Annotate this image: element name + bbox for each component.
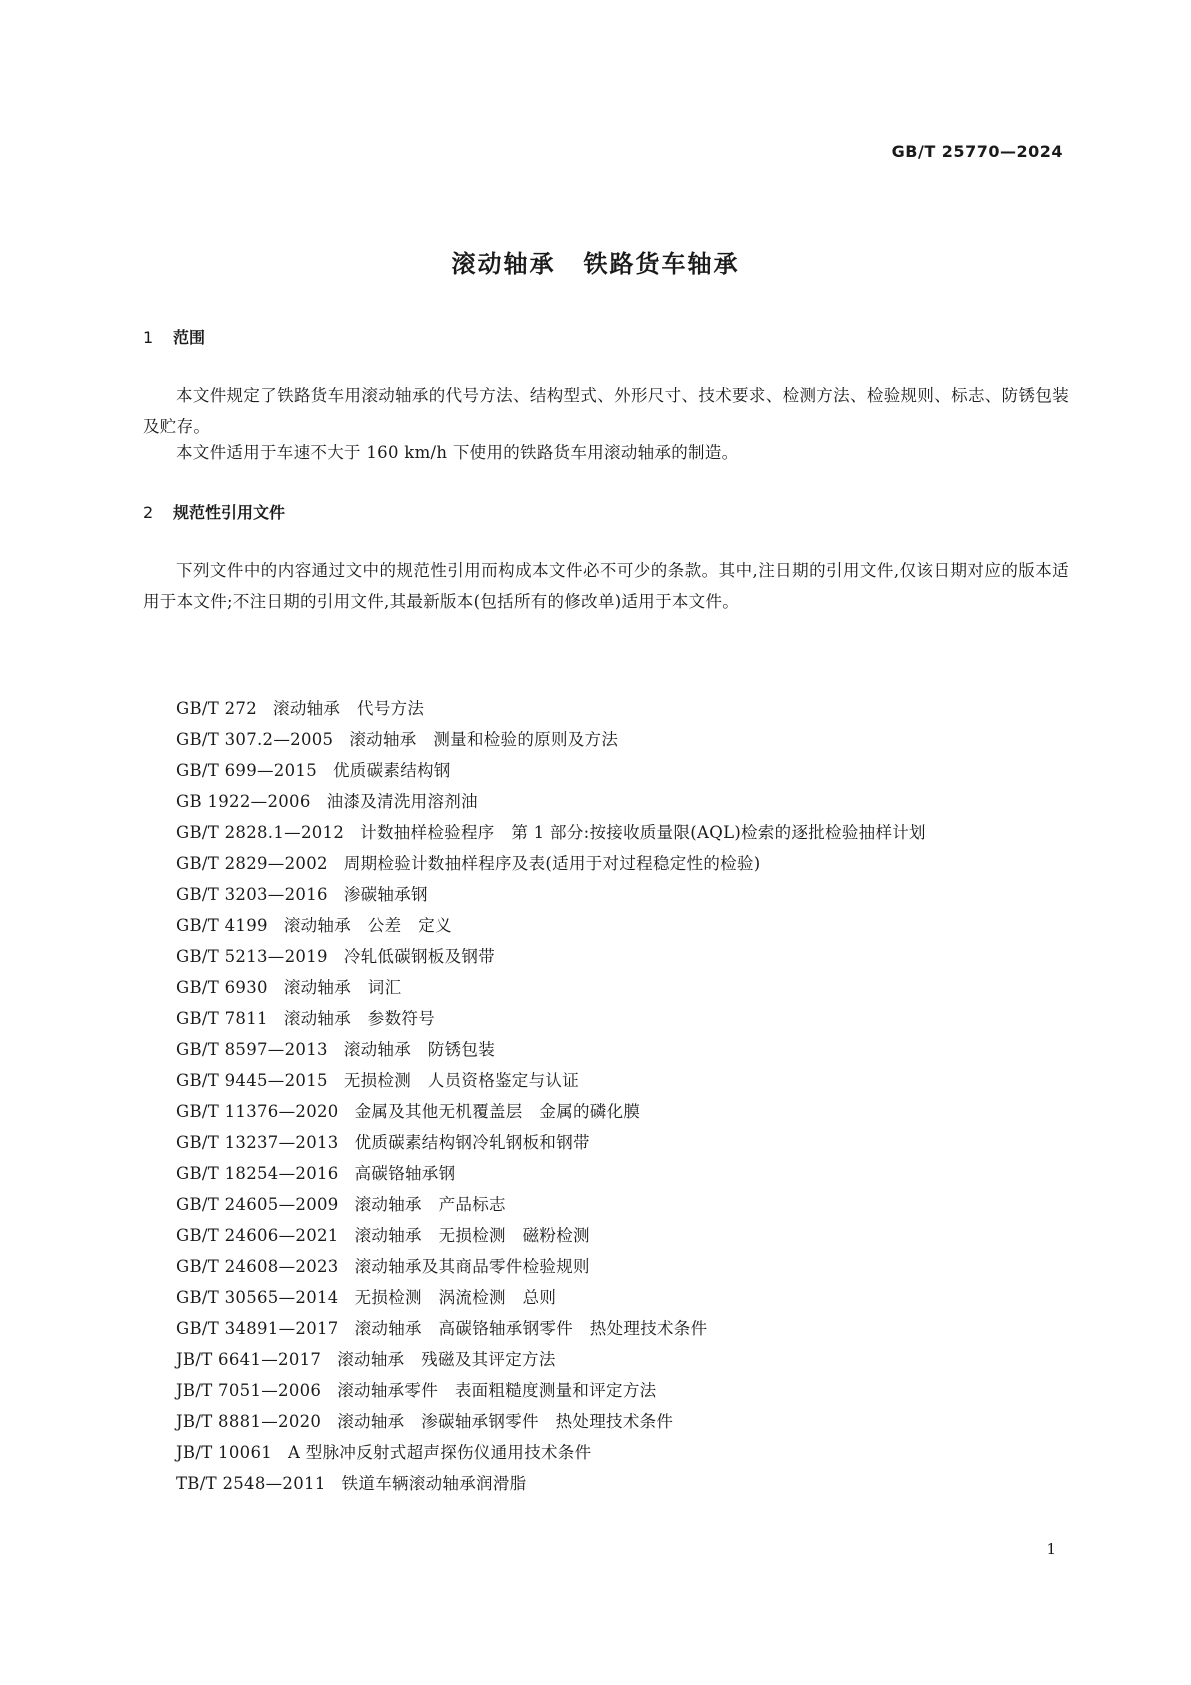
scope-paragraph-2: 本文件适用于车速不大于 160 km/h 下使用的铁路货车用滚动轴承的制造。 [176, 443, 739, 462]
standard-number: GB/T 25770—2024 [891, 142, 1063, 161]
reference-item [143, 1468, 1069, 1499]
reference-title: 油漆及清洗用溶剂油 [326, 792, 478, 811]
reference-code: GB/T 307.2—2005 [176, 730, 334, 749]
reference-item [143, 1251, 1069, 1282]
reference-item [143, 1065, 1069, 1096]
reference-code: JB/T 8881—2020 [176, 1412, 322, 1431]
reference-code: GB/T 34891—2017 [176, 1319, 339, 1338]
reference-code: GB/T 30565—2014 [176, 1288, 339, 1307]
reference-list [143, 693, 1069, 1499]
reference-title: 周期检验计数抽样程序及表(适用于对过程稳定性的检验) [343, 854, 761, 873]
reference-title: 铁道车辆滚动轴承润滑脂 [341, 1474, 527, 1493]
reference-code: GB/T 7811 [176, 1009, 268, 1028]
references-intro: 下列文件中的内容通过文中的规范性引用而构成本文件必不可少的条款。其中,注日期的引用文件,仅该日期对应的版本适用于本文件;不注日期的引用文件,其最新版本(包括所有的修改单)适用于本文件。 [143, 561, 1069, 611]
reference-code: GB 1922—2006 [176, 792, 311, 811]
reference-item [143, 1189, 1069, 1220]
reference-code: GB/T 4199 [176, 916, 268, 935]
title-part-1: 滚动轴承 [451, 250, 556, 278]
reference-code: GB/T 9445—2015 [176, 1071, 328, 1090]
reference-item [143, 848, 1069, 879]
reference-item [143, 1375, 1069, 1406]
reference-code: JB/T 7051—2006 [176, 1381, 322, 1400]
reference-title: 滚动轴承零件 表面粗糙度测量和评定方法 [337, 1381, 657, 1400]
reference-title: 无损检测 人员资格鉴定与认证 [343, 1071, 580, 1090]
reference-item [143, 693, 1069, 724]
reference-title: 优质碳素结构钢 [333, 761, 451, 780]
reference-title: 滚动轴承 词汇 [283, 978, 402, 997]
reference-item [143, 941, 1069, 972]
page-number: 1 [1046, 1540, 1056, 1558]
reference-title: 滚动轴承及其商品零件检验规则 [354, 1257, 590, 1276]
reference-item [143, 1282, 1069, 1313]
reference-title: 渗碳轴承钢 [343, 885, 428, 904]
reference-code: GB/T 24606—2021 [176, 1226, 339, 1245]
reference-code: TB/T 2548—2011 [176, 1474, 326, 1493]
reference-title: A 型脉冲反射式超声探伤仪通用技术条件 [288, 1443, 592, 1462]
reference-code: GB/T 11376—2020 [176, 1102, 339, 1121]
reference-title: 滚动轴承 产品标志 [354, 1195, 506, 1214]
reference-title: 滚动轴承 参数符号 [283, 1009, 436, 1028]
reference-item [143, 1158, 1069, 1189]
reference-item [143, 724, 1069, 755]
reference-item [143, 879, 1069, 910]
reference-title: 滚动轴承 测量和检验的原则及方法 [349, 730, 619, 749]
scope-paragraph-1: 本文件规定了铁路货车用滚动轴承的代号方法、结构型式、外形尺寸、技术要求、检测方法、检验规则、标志、防锈包装及贮存。 [143, 386, 1069, 436]
reference-title: 滚动轴承 高碳铬轴承钢零件 热处理技术条件 [354, 1319, 708, 1338]
reference-item [143, 1127, 1069, 1158]
reference-code: GB/T 3203—2016 [176, 885, 328, 904]
reference-code: GB/T 272 [176, 699, 258, 718]
reference-title: 滚动轴承 残磁及其评定方法 [337, 1350, 556, 1369]
reference-title: 高碳铬轴承钢 [354, 1164, 456, 1183]
reference-item [143, 972, 1069, 1003]
reference-item [143, 755, 1069, 786]
reference-code: GB/T 5213—2019 [176, 947, 328, 966]
reference-title: 滚动轴承 公差 定义 [283, 916, 452, 935]
reference-item [143, 1437, 1069, 1468]
reference-item [143, 817, 1069, 848]
reference-title: 金属及其他无机覆盖层 金属的磷化膜 [354, 1102, 641, 1121]
reference-item [143, 1034, 1069, 1065]
reference-title: 滚动轴承 防锈包装 [343, 1040, 496, 1059]
reference-title: 计数抽样检验程序 第 1 部分:按接收质量限(AQL)检索的逐批检验抽样计划 [360, 823, 926, 842]
section-number: 2 [143, 503, 154, 522]
section-1-heading [143, 325, 205, 348]
reference-code: GB/T 2829—2002 [176, 854, 328, 873]
reference-code: GB/T 24605—2009 [176, 1195, 339, 1214]
reference-code: GB/T 2828.1—2012 [176, 823, 345, 842]
section-title: 范围 [173, 328, 206, 347]
reference-item [143, 1220, 1069, 1251]
document-title [0, 244, 1191, 279]
reference-title: 滚动轴承 无损检测 磁粉检测 [354, 1226, 590, 1245]
reference-code: JB/T 6641—2017 [176, 1350, 322, 1369]
reference-title: 无损检测 涡流检测 总则 [354, 1288, 557, 1307]
reference-code: GB/T 24608—2023 [176, 1257, 339, 1276]
reference-title: 冷轧低碳钢板及钢带 [343, 947, 496, 966]
reference-title: 滚动轴承 渗碳轴承钢零件 热处理技术条件 [337, 1412, 674, 1431]
reference-item [143, 1344, 1069, 1375]
reference-item [143, 910, 1069, 941]
reference-code: GB/T 699—2015 [176, 761, 317, 780]
reference-item [143, 1313, 1069, 1344]
section-2-heading [143, 500, 285, 523]
reference-code: JB/T 10061 [176, 1443, 273, 1462]
reference-item [143, 786, 1069, 817]
reference-title: 滚动轴承 代号方法 [273, 699, 425, 718]
title-part-2: 铁路货车轴承 [583, 250, 740, 278]
reference-item [143, 1096, 1069, 1127]
reference-code: GB/T 8597—2013 [176, 1040, 328, 1059]
section-number: 1 [143, 328, 154, 347]
section-title: 规范性引用文件 [173, 503, 286, 522]
reference-code: GB/T 18254—2016 [176, 1164, 339, 1183]
reference-title: 优质碳素结构钢冷轧钢板和钢带 [354, 1133, 590, 1152]
reference-code: GB/T 13237—2013 [176, 1133, 339, 1152]
reference-item [143, 1003, 1069, 1034]
reference-code: GB/T 6930 [176, 978, 268, 997]
reference-item [143, 1406, 1069, 1437]
